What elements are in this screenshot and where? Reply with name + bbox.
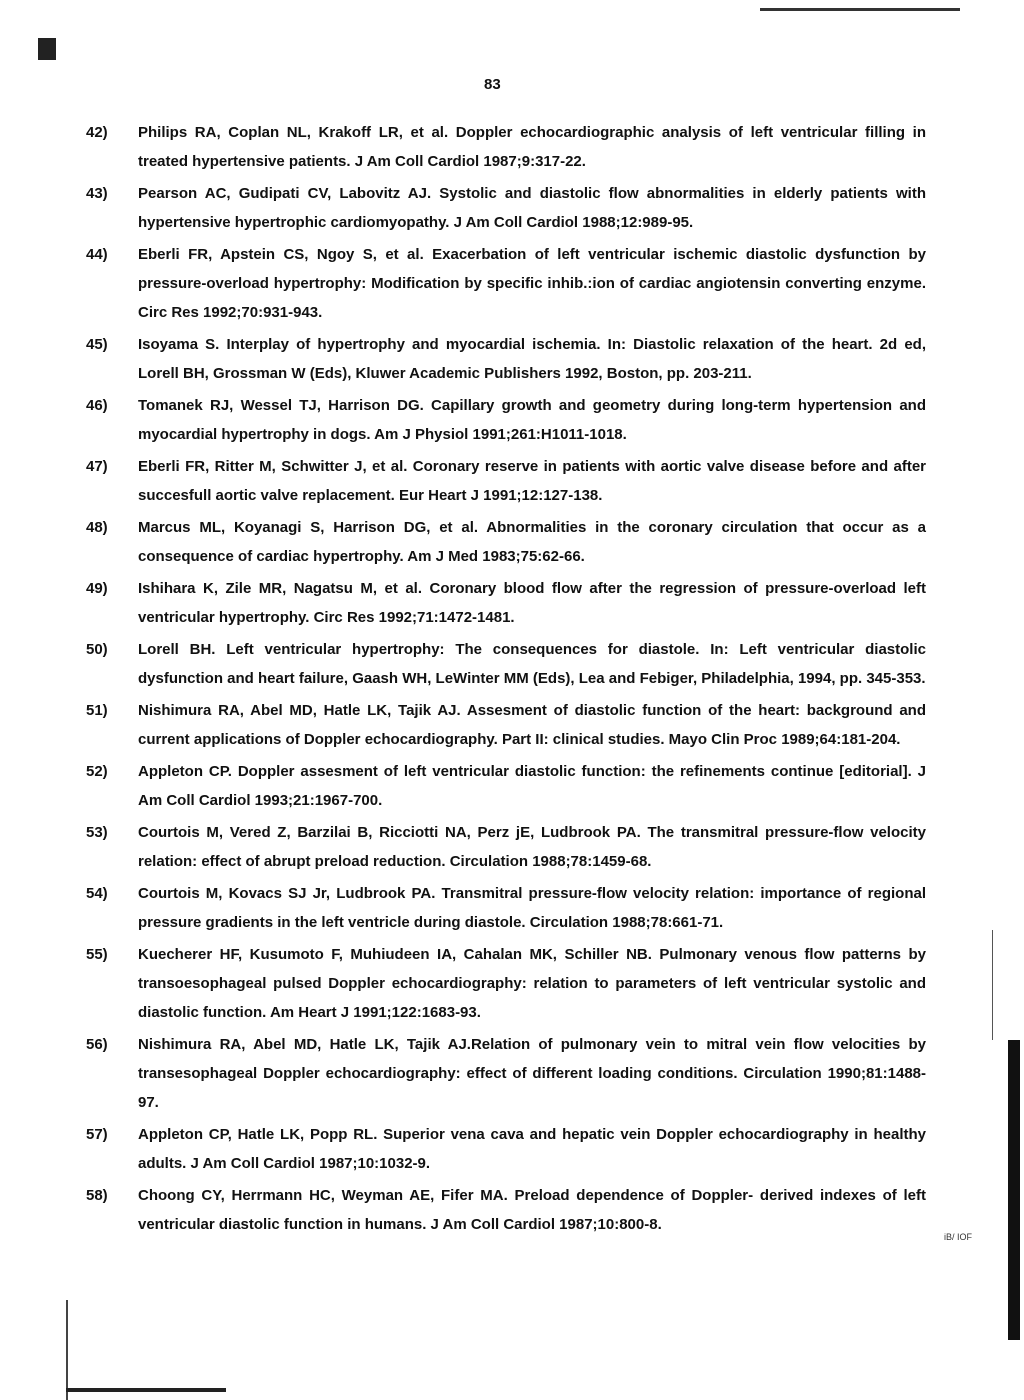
reference-text: Appleton CP. Doppler assesment of left ventricular diastolic function: the refinements continue [editorial]. J Am Coll Cardiol 1993;21:1967-700. xyxy=(138,763,926,809)
reference-number: 52) xyxy=(86,763,108,780)
reference-item xyxy=(86,696,926,754)
reference-number: 50) xyxy=(86,641,108,658)
reference-text: Appleton CP, Hatle LK, Popp RL. Superior vena cava and hepatic vein Doppler echocardiography in healthy adults. J Am Coll Cardiol 1987;10:1032-9. xyxy=(138,1126,926,1172)
reference-number: 51) xyxy=(86,702,108,719)
reference-item xyxy=(86,513,926,571)
reference-text: Pearson AC, Gudipati CV, Labovitz AJ. Systolic and diastolic flow abnormalities in elderly patients with hypertensive hypertrophic cardiomyopathy. J Am Coll Cardiol 1988;12:989-95. xyxy=(138,185,926,231)
reference-text: Marcus ML, Koyanagi S, Harrison DG, et al. Abnormalities in the coronary circulation that occur as a consequence of cardiac hypertrophy. Am J Med 1983;75:62-66. xyxy=(138,519,926,565)
scan-artifact-line xyxy=(66,1300,68,1400)
reference-text: Philips RA, Coplan NL, Krakoff LR, et al. Doppler echocardiographic analysis of left ventricular filling in treated hypertensive patients. J Am Coll Cardiol 1987;9:317-22. xyxy=(138,124,926,170)
reference-number: 57) xyxy=(86,1126,108,1143)
reference-list xyxy=(86,118,926,1242)
reference-number: 46) xyxy=(86,397,108,414)
reference-text: Courtois M, Vered Z, Barzilai B, Ricciotti NA, Perz jE, Ludbrook PA. The transmitral pressure-flow velocity relation: effect of abrupt preload reduction. Circulation 1988;78:1459-68. xyxy=(138,824,926,870)
scan-artifact-line xyxy=(992,930,993,1040)
reference-item xyxy=(86,940,926,1027)
reference-item xyxy=(86,240,926,327)
reference-item xyxy=(86,1030,926,1117)
margin-note: iB/ IOF xyxy=(944,1232,973,1242)
reference-text: Kuecherer HF, Kusumoto F, Muhiudeen IA, Cahalan MK, Schiller NB. Pulmonary venous flow patterns by transoesophageal pulsed Doppler echocardiography: relation to parameters of left ventricular systolic and diastolic function. Am Heart J 1991;122:1683-93. xyxy=(138,946,926,1021)
reference-text: Nishimura RA, Abel MD, Hatle LK, Tajik AJ.Relation of pulmonary vein to mitral vein flow velocities by transesophageal Doppler echocardiography: effect of different loading conditions. Circulation 1990;81:1488-97. xyxy=(138,1036,926,1111)
reference-item xyxy=(86,179,926,237)
reference-item xyxy=(86,635,926,693)
reference-text: Courtois M, Kovacs SJ Jr, Ludbrook PA. Transmitral pressure-flow velocity relation: importance of regional pressure gradients in the left ventricle during diastole. Circulation 1988;78:661-71. xyxy=(138,885,926,931)
reference-number: 47) xyxy=(86,458,108,475)
reference-number: 48) xyxy=(86,519,108,536)
reference-number: 49) xyxy=(86,580,108,597)
reference-number: 43) xyxy=(86,185,108,202)
reference-text: Ishihara K, Zile MR, Nagatsu M, et al. Coronary blood flow after the regression of pressure-overload left ventricular hypertrophy. Circ Res 1992;71:1472-1481. xyxy=(138,580,926,626)
reference-number: 55) xyxy=(86,946,108,963)
reference-number: 44) xyxy=(86,246,108,263)
reference-text: Lorell BH. Left ventricular hypertrophy: The consequences for diastole. In: Left ventricular diastolic dysfunction and heart failure, Gaash WH, LeWinter MM (Eds), Lea and Febiger, Philadelphia, 1994, pp. 345-353. xyxy=(138,641,926,687)
reference-item xyxy=(86,330,926,388)
scan-artifact-line xyxy=(760,8,960,11)
page-number: 83 xyxy=(484,76,501,93)
reference-number: 45) xyxy=(86,336,108,353)
reference-item xyxy=(86,452,926,510)
reference-item xyxy=(86,818,926,876)
reference-text: Nishimura RA, Abel MD, Hatle LK, Tajik AJ. Assesment of diastolic function of the heart: background and current applications of Doppler echocardiography. Part II: clinical studies. Mayo Clin Proc 1989;64:181-204. xyxy=(138,702,926,748)
reference-item xyxy=(86,574,926,632)
reference-item xyxy=(86,757,926,815)
reference-number: 56) xyxy=(86,1036,108,1053)
reference-number: 42) xyxy=(86,124,108,141)
reference-text: Eberli FR, Ritter M, Schwitter J, et al. Coronary reserve in patients with aortic valve disease before and after succesfull aortic valve replacement. Eur Heart J 1991;12:127-138. xyxy=(138,458,926,504)
reference-number: 53) xyxy=(86,824,108,841)
reference-number: 58) xyxy=(86,1187,108,1204)
scan-artifact-line xyxy=(66,1388,226,1392)
reference-text: Eberli FR, Apstein CS, Ngoy S, et al. Exacerbation of left ventricular ischemic diastolic dysfunction by pressure-overload hypertrophy: Modification by specific inhib.:ion of cardiac angiotensin converting enzyme. Circ Res 1992;70:931-943. xyxy=(138,246,926,321)
reference-number: 54) xyxy=(86,885,108,902)
reference-item xyxy=(86,1181,926,1239)
reference-item xyxy=(86,879,926,937)
reference-text: Tomanek RJ, Wessel TJ, Harrison DG. Capillary growth and geometry during long-term hypertension and myocardial hypertrophy in dogs. Am J Physiol 1991;261:H1011-1018. xyxy=(138,397,926,443)
scan-artifact-mark xyxy=(38,38,56,60)
reference-text: Choong CY, Herrmann HC, Weyman AE, Fifer MA. Preload dependence of Doppler- derived indexes of left ventricular diastolic function in humans. J Am Coll Cardiol 1987;10:800-8. xyxy=(138,1187,926,1233)
reference-item xyxy=(86,1120,926,1178)
reference-item xyxy=(86,118,926,176)
scan-artifact-bar xyxy=(1008,1040,1020,1340)
reference-item xyxy=(86,391,926,449)
reference-text: Isoyama S. Interplay of hypertrophy and myocardial ischemia. In: Diastolic relaxation of the heart. 2d ed, Lorell BH, Grossman W (Eds), Kluwer Academic Publishers 1992, Boston, pp. 203-211. xyxy=(138,336,926,382)
